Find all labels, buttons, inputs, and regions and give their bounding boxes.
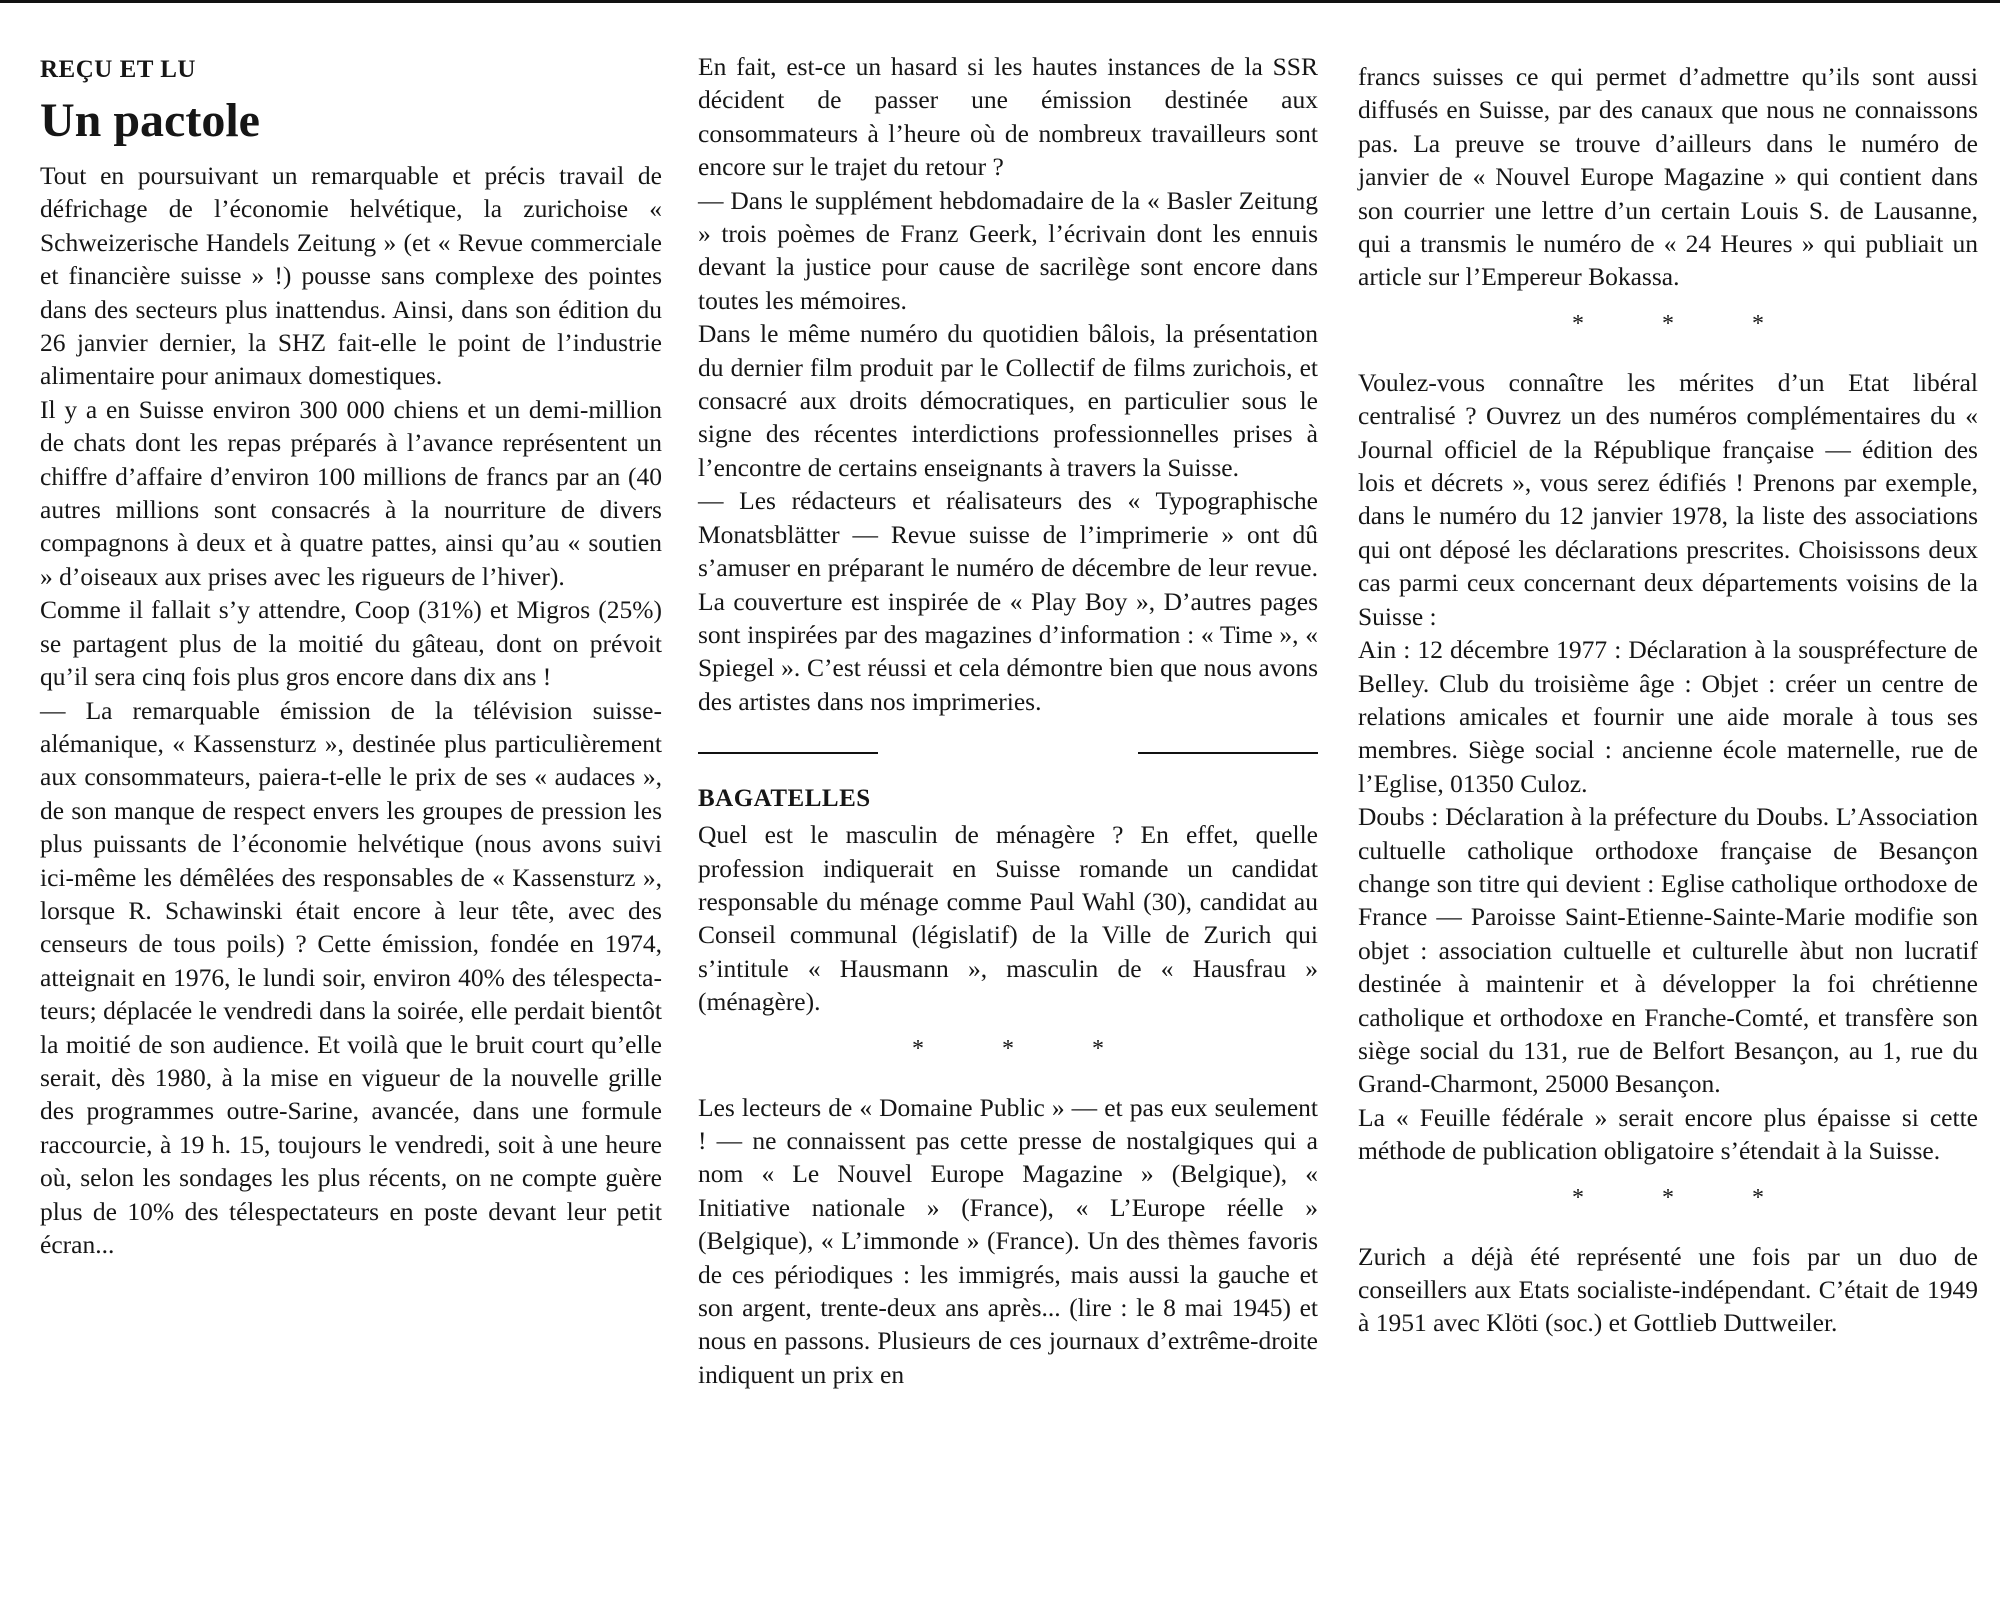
section-kicker-bagatelles: BAGATELLES xyxy=(698,785,871,813)
top-rule xyxy=(0,0,2000,3)
asterism-separator: * * * xyxy=(912,1035,1140,1062)
paragraph: Ain : 12 décembre 1977 : Déclaration à la souspréfecture de Belley. Club du troisième âge : Objet : créer un centre de relations amicales et fournir une aide morale à tous ses membres. Siège social : ancienne école maternelle, rue de l’Eglise, 01350 Culoz. xyxy=(1358,635,1978,798)
divider-rule-left xyxy=(698,752,878,754)
column-1 xyxy=(40,45,662,1261)
asterism-separator: * * * xyxy=(1572,1184,1800,1211)
paragraph: En fait, est-ce un hasard si les hautes instances de la SSR décident de passer une émission destinée aux consommateurs à l’heure où de nombreux travailleurs sont encore sur le trajet du retour ? xyxy=(698,52,1318,182)
paragraph: — Les rédacteurs et réalisateurs des « Typographische Monatsblätter — Revue suisse de l’imprimerie » ont dû s’amuser en préparant le numéro de décembre de leur revue. La couverture est inspirée de « Play Boy », D’autres pages sont inspirées par des magazines d’information : « Time », « Spiegel ». C’est réussi et cela démontre bien que nous avons des artistes dans nos imprimeries. xyxy=(698,486,1318,716)
paragraph: Zurich a déjà été représenté une fois par un duo de conseillers aux Etats socialiste-indépendant. C’était de 1949 à 1951 avec Klöti (soc.) et Gottlieb Duttweiler. xyxy=(1358,1241,1978,1338)
paragraph: francs suisses ce qui permet d’admettre qu’ils sont aussi diffusés en Suisse, par des canaux que nous ne connaissons pas. La preuve se trouve d’ailleurs dans le numéro de janvier de « Nouvel Europe Magazine » qui contient dans son courrier une lettre d’un certain Louis S. de Lausanne, qui a transmis le numéro de « 24 Heures » qui publiait un article sur l’Empereur Bokassa. xyxy=(1358,62,1978,292)
paragraph: Il y a en Suisse environ 300 000 chiens et un demi-million de chats dont les repas préparés à l’avance représentent un chiffre d’affaire d’environ 100 millions de francs par an (40 autres millions sont consacrés à la nourriture de divers compagnons à deux et à quatre pattes, ainsi qu’au « soutien » d’oiseaux aux prises avec les rigueurs de l’hiver). xyxy=(40,394,662,591)
paragraph: Les lecteurs de « Domaine Public » — et pas eux seulement ! — ne connaissent pas cette presse de nostalgiques qui a nom « Le Nouvel Europe Magazine » (Belgique), « Initiative nationale » (France), « L’Europe réelle » (Belgique), « L’immonde » (France). Un des thèmes favoris de ces périodiques : les immigrés, mais aussi la gauche et son argent, trente-deux ans après... (lire : le 8 mai 1945) et nous en passons. Plusieurs de ces journaux d’extrême-droite indiquent un prix en xyxy=(698,1092,1318,1389)
divider-rule-right xyxy=(1138,752,1318,754)
section-divider xyxy=(698,732,1318,772)
paragraph: — La remarquable émission de la télévision suisse-alémanique, « Kassensturz », destinée plus particulièrement aux consommateurs, paiera-t-elle le prix de ses « audaces », de son manque de respect envers les groupes de pression les plus puissants de l’économie helvétique (nous avons suivi ici-même les démêlées des responsables de « Kassensturz », lorsque R. Schawinski était encore à leur tête, avec des censeurs de tous poils) ? Cette émission, fondée en 1974, atteignait en 1976, le lundi soir, environ 40% des télespectateurs; déplacée le vendredi dans la soirée, elle perdait bientôt la moitié de son audience. Et voilà que le bruit court qu’elle serait, dès 1980, à la mise en vigueur de la nouvelle grille des programmes outre-Sarine, avancée, dans une formule raccourcie, à 19 h. 15, toujours le vendredi, soit à une heure où, selon les sondages les plus récents, on ne compte guère plus de 10% des télespectateurs en poste devant leur petit écran... xyxy=(40,695,662,1259)
paragraph: Comme il fallait s’y attendre, Coop (31%) et Migros (25%) se partagent plus de la moitié du gâteau, dont on prévoit qu’il sera cinq fois plus gros encore dans dix ans ! xyxy=(40,595,662,692)
asterism-separator: * * * xyxy=(1572,310,1800,337)
column-2 xyxy=(698,50,1318,1391)
paragraph: — Dans le supplément hebdomadaire de la « Basler Zeitung » trois poèmes de Franz Geerk, l’écrivain dont les ennuis devant la justice pour cause de sacrilège sont encore dans toutes les mémoires. xyxy=(698,185,1318,315)
article-title: Un pactole xyxy=(40,94,260,147)
column-3 xyxy=(1358,60,1978,1340)
paragraph: Doubs : Déclaration à la préfecture du Doubs. L’Association cultuelle catholique orthodoxe française de Besançon change son titre qui devient : Eglise catholique orthodoxe de France — Paroisse Saint-Etienne-Sainte-Marie modifie son objet : association cultuelle et culturelle àbut non lucratif destinée à maintenir et à développer la foi chrétienne catholique et orthodoxe en Franche-Comté, et transfère son siège social du 131, rue de Belfort Besançon, au 1, rue du Grand-Charmont, 25000 Besançon. xyxy=(1358,802,1978,1099)
paragraph: Voulez-vous connaître les mérites d’un Etat libéral centralisé ? Ouvrez un des numéros complémentaires du « Journal officiel de la République française — édition des lois et décrets », vous serez édifiés ! Prenons par exemple, dans le numéro du 12 janvier 1978, la liste des associations qui ont déposé les déclarations prescrites. Choisissons deux cas parmi ceux concernant deux départements voisins de la Suisse : xyxy=(1358,367,1978,631)
paragraph: Quel est le masculin de ménagère ? En effet, quelle profession indiquerait en Suisse romande un candidat responsable du ménage comme Paul Wahl (30), candidat au Conseil communal (législatif) de la Ville de Zurich qui s’intitule « Hausmann », masculin de « Hausfrau » (ménagère). xyxy=(698,820,1318,1017)
paragraph: Tout en poursuivant un remarquable et précis travail de défrichage de l’économie helvétique, la zurichoise « Schweizerische Handels Zeitung » (et « Revue commerciale et financière suisse » !) pousse sans complexe des pointes dans des secteurs plus inattendus. Ainsi, dans son édition du 26 janvier dernier, la SHZ fait-elle le point de l’industrie alimentaire pour animaux domestiques. xyxy=(40,161,662,391)
paragraph: Dans le même numéro du quotidien bâlois, la présentation du dernier film produit par le Collectif de films zurichois, et consacré aux droits démocratiques, en particulier sous le signe des récentes interdictions professionnelles prises à l’encontre de certains enseignants à travers la Suisse. xyxy=(698,319,1318,482)
paragraph: La « Feuille fédérale » serait encore plus épaisse si cette méthode de publication obligatoire s’étendait à la Suisse. xyxy=(1358,1102,1978,1166)
section-kicker-recu-et-lu: REÇU ET LU xyxy=(40,56,196,83)
